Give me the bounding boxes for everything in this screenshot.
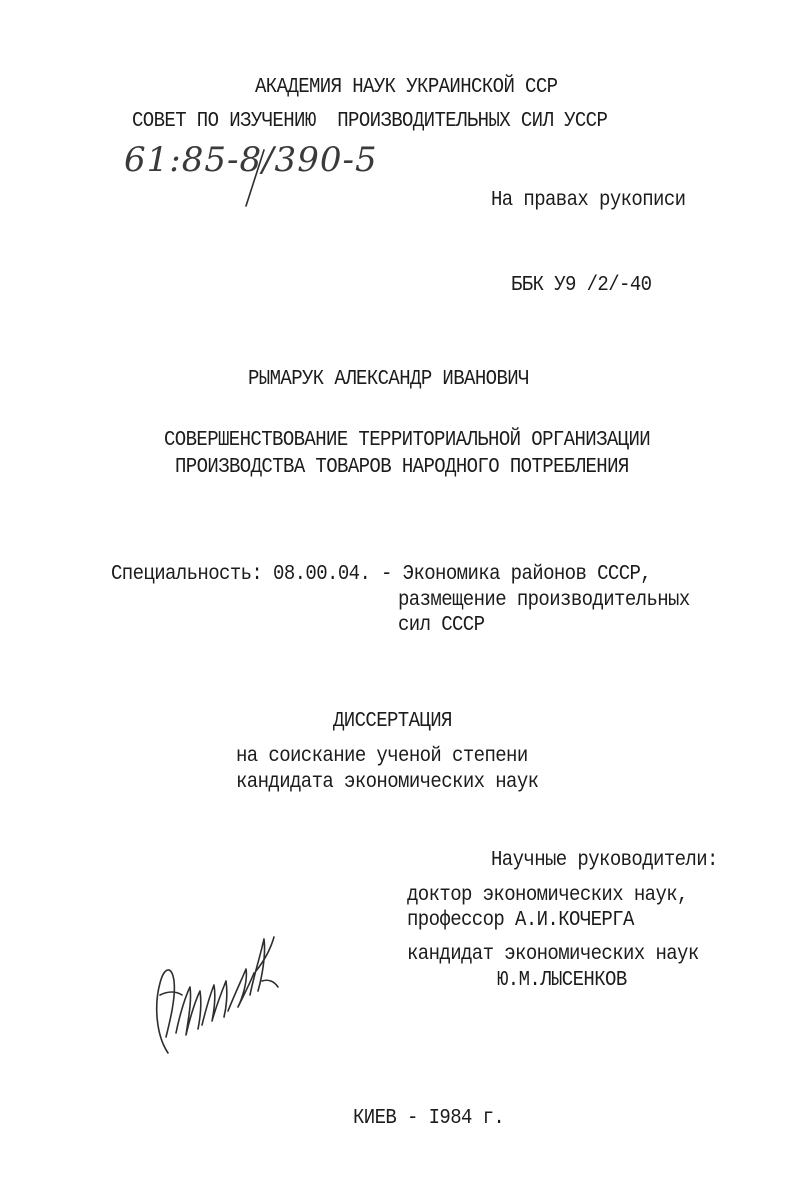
- academy-heading: АКАДЕМИЯ НАУК УКРАИНСКОЙ ССР: [255, 74, 558, 99]
- bbk-code: ББК У9 /2/-40: [511, 272, 652, 297]
- dissertation-heading: ДИССЕРТАЦИЯ: [333, 708, 452, 733]
- author-name: РЫМАРУК АЛЕКСАНДР ИВАНОВИЧ: [248, 366, 529, 391]
- supervisor-1-name: профессор А.И.КОЧЕРГА: [407, 907, 634, 932]
- thesis-title-line-2: ПРОИЗВОДСТВА ТОВАРОВ НАРОДНОГО ПОТРЕБЛЕНИЯ: [175, 454, 629, 479]
- place-and-year: КИЕВ - I984 г.: [353, 1105, 505, 1130]
- archive-number-slash-stroke: [240, 148, 270, 208]
- author-signature: [146, 925, 281, 1057]
- council-heading: СОВЕТ ПО ИЗУЧЕНИЮ ПРОИЗВОДИТЕЛЬНЫХ СИЛ УССР: [132, 108, 608, 133]
- degree-line-2: кандидата экономических наук: [236, 769, 539, 794]
- supervisor-1-degree: доктор экономических наук,: [407, 882, 688, 907]
- supervisors-heading: Научные руководители:: [491, 847, 718, 872]
- rights-note: На правах рукописи: [491, 187, 686, 212]
- handwritten-archive-number: 61:85-8/390-5: [124, 140, 378, 180]
- thesis-title-line-1: СОВЕРШЕНСТВОВАНИЕ ТЕРРИТОРИАЛЬНОЙ ОРГАНИЗАЦИИ: [164, 427, 651, 452]
- supervisor-2-degree: кандидат экономических наук: [407, 941, 699, 966]
- specialty-line-2: размещение производительных: [398, 587, 690, 612]
- supervisor-2-name: Ю.М.ЛЫСЕНКОВ: [497, 967, 627, 992]
- specialty-line-3: сил СССР: [398, 612, 485, 637]
- specialty-line-1: Специальность: 08.00.04. - Экономика районов СССР,: [111, 561, 652, 586]
- degree-line-1: на соискание ученой степени: [236, 743, 528, 768]
